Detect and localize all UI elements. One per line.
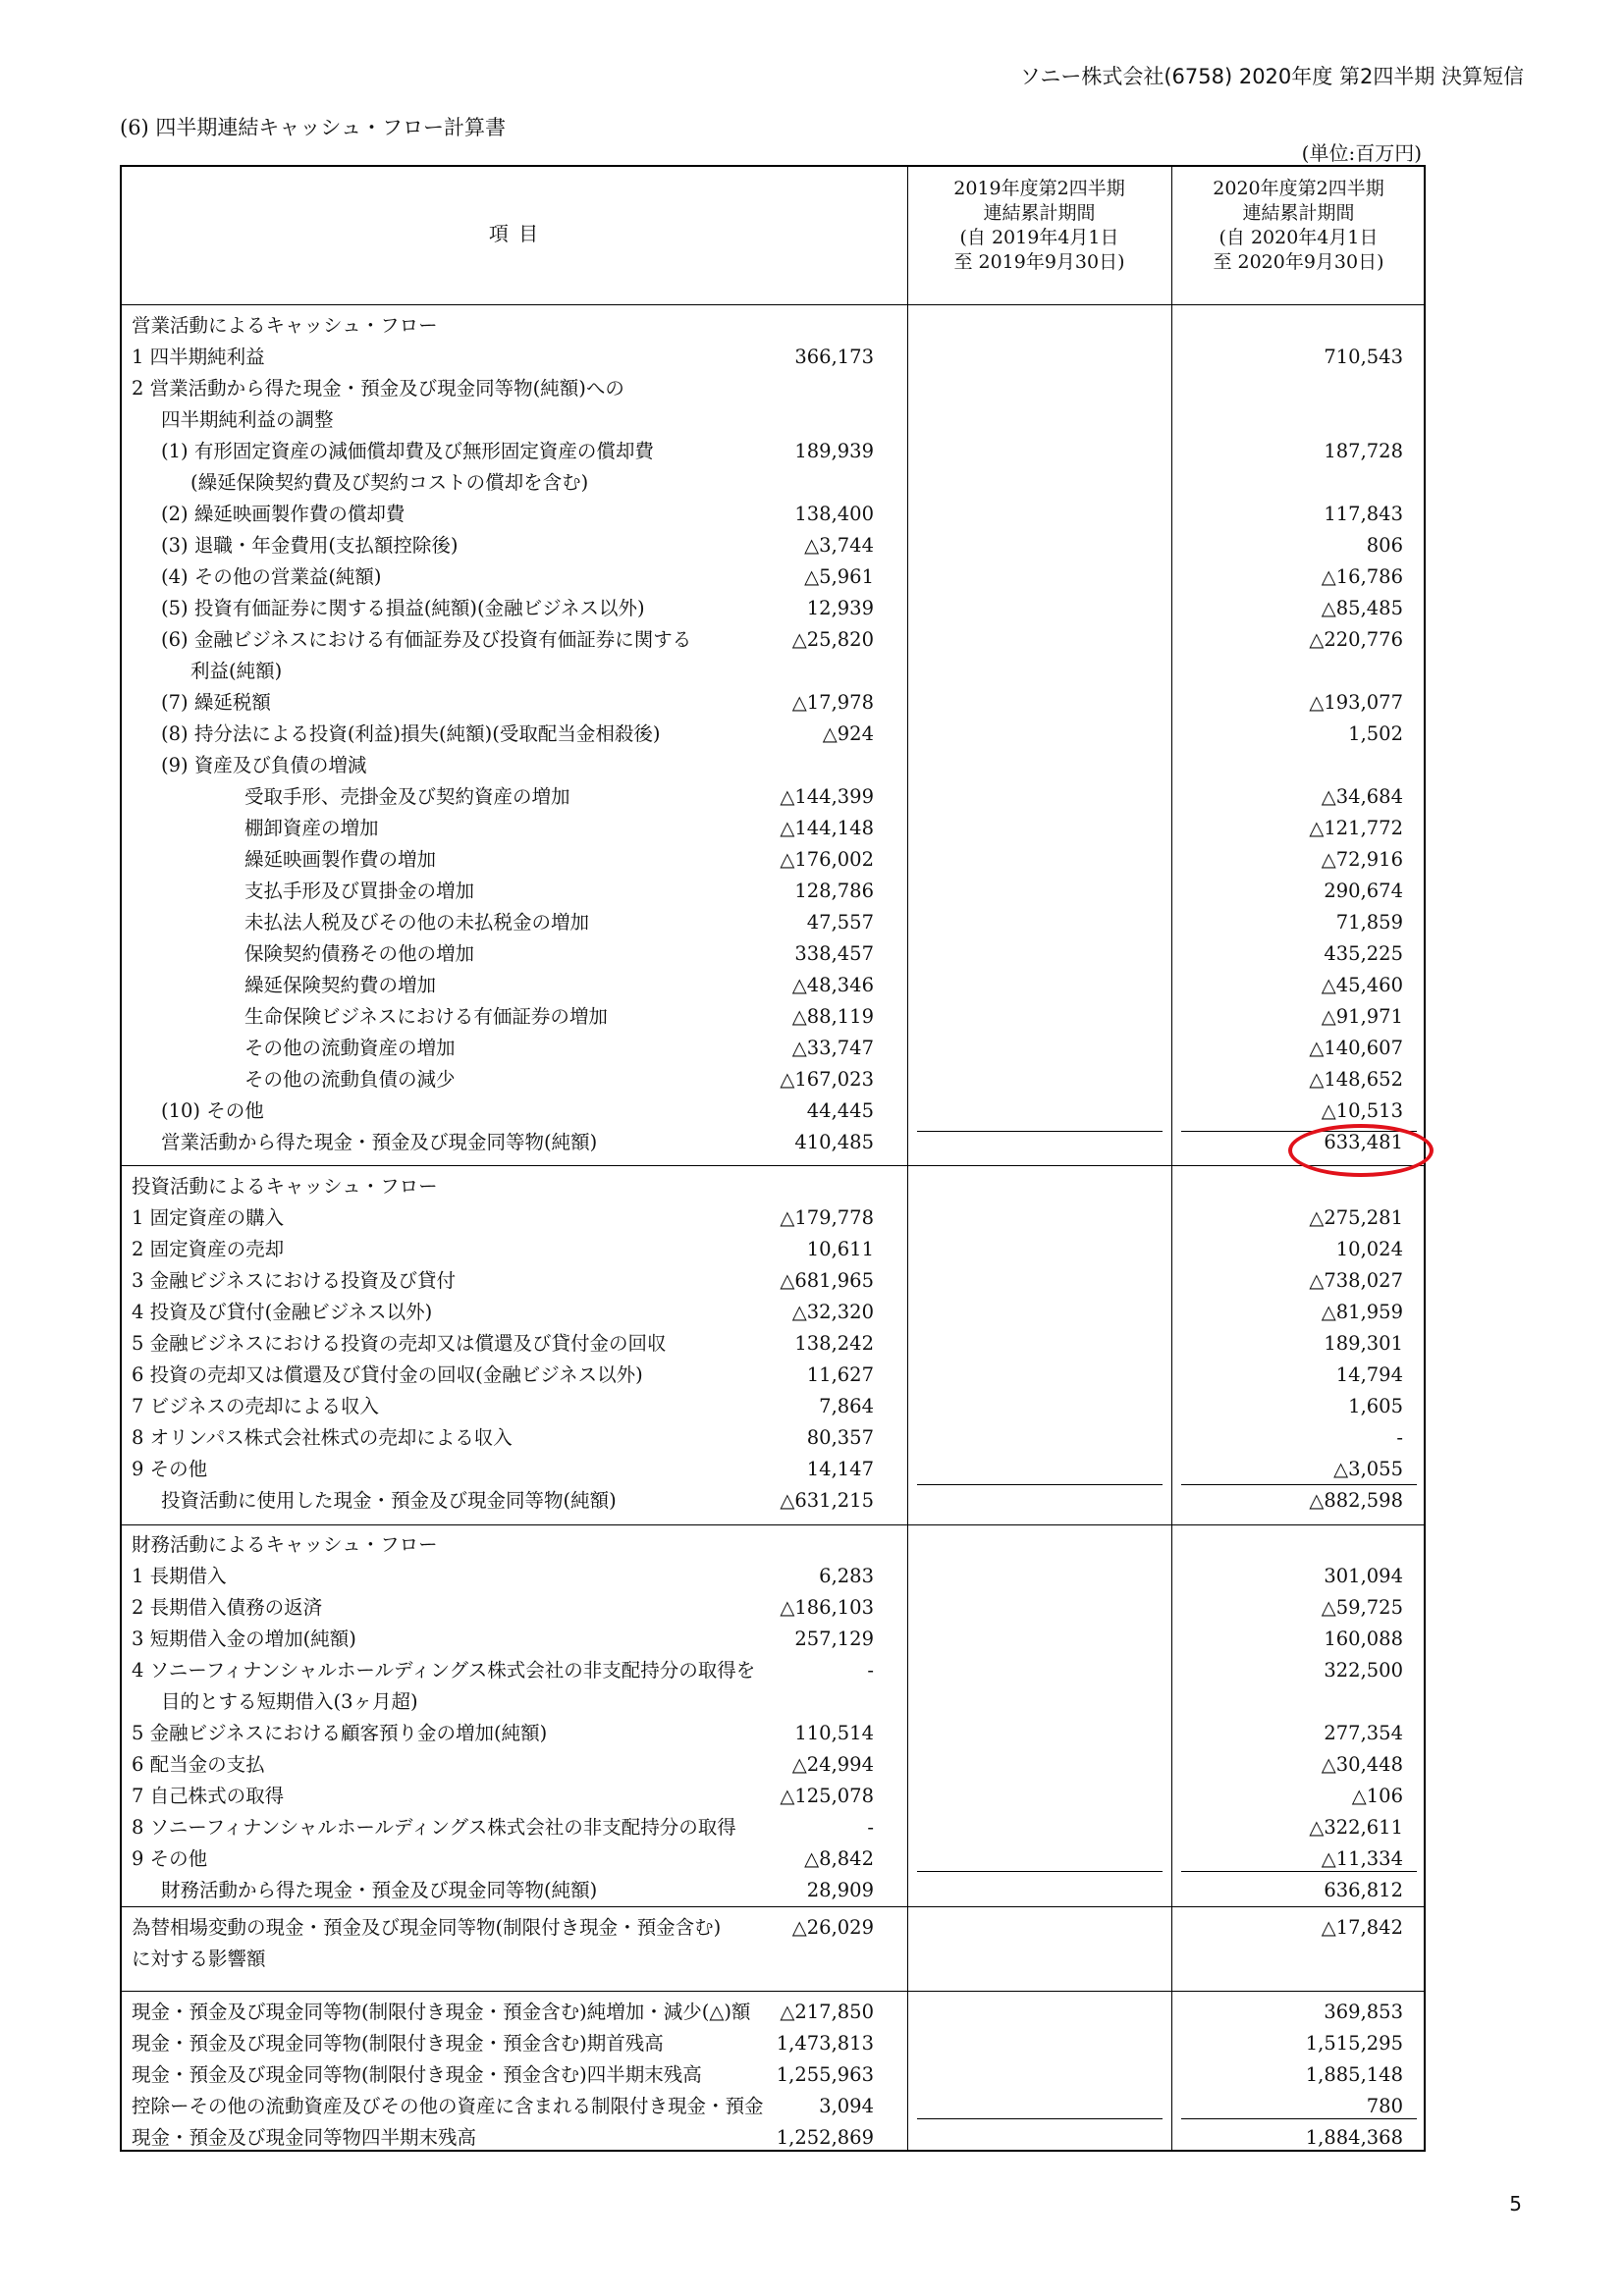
value-2019: 128,786 bbox=[794, 880, 874, 902]
value-2020: 1,515,295 bbox=[1305, 2032, 1403, 2055]
row-label: (7) 繰延税額 bbox=[161, 691, 271, 714]
row-label: 3 金融ビジネスにおける投資及び貸付 bbox=[132, 1269, 457, 1292]
section-divider bbox=[122, 1906, 1424, 1907]
table-row bbox=[122, 1454, 1428, 1485]
table-row bbox=[122, 938, 1428, 970]
value-2020: 1,885,148 bbox=[1305, 2063, 1403, 2086]
value-2019: 1,255,963 bbox=[776, 2063, 874, 2086]
table-row bbox=[122, 656, 1428, 687]
value-2019: 138,400 bbox=[794, 503, 874, 525]
row-label: 受取手形、売掛金及び契約資産の増加 bbox=[244, 785, 570, 808]
value-2020: △17,842 bbox=[1321, 1916, 1403, 1939]
value-2019: △167,023 bbox=[780, 1068, 874, 1091]
table-row bbox=[122, 1391, 1428, 1422]
value-2020: 435,225 bbox=[1324, 942, 1403, 965]
table-row bbox=[122, 687, 1428, 719]
value-2020: △220,776 bbox=[1309, 628, 1403, 651]
value-2019: △186,103 bbox=[780, 1596, 874, 1619]
value-2019: 1,252,869 bbox=[776, 2126, 874, 2149]
value-2019: △48,346 bbox=[791, 974, 874, 996]
value-2019: 189,939 bbox=[794, 440, 874, 462]
value-2020: 369,853 bbox=[1324, 2001, 1403, 2023]
value-2019: △88,119 bbox=[791, 1005, 874, 1028]
value-2019: △5,961 bbox=[804, 565, 874, 588]
value-2019: 11,627 bbox=[806, 1363, 874, 1386]
table-row bbox=[122, 593, 1428, 624]
value-2019: 110,514 bbox=[794, 1722, 874, 1744]
value-2020: △193,077 bbox=[1309, 691, 1403, 714]
value-2019: △631,215 bbox=[780, 1489, 874, 1512]
section-divider bbox=[122, 1165, 1424, 1166]
row-label: 投資活動によるキャッシュ・フロー bbox=[132, 1175, 438, 1198]
table-row bbox=[122, 436, 1428, 467]
table-row bbox=[122, 1529, 1428, 1561]
table-row bbox=[122, 1202, 1428, 1234]
section-divider bbox=[122, 1524, 1424, 1525]
column-header-2019 bbox=[907, 177, 1171, 275]
value-2020: 290,674 bbox=[1324, 880, 1403, 902]
value-2020: 160,088 bbox=[1324, 1628, 1403, 1650]
row-label: 5 金融ビジネスにおける顧客預り金の増加(純額) bbox=[132, 1722, 548, 1744]
value-2019: △25,820 bbox=[791, 628, 874, 651]
row-label: 7 ビジネスの売却による収入 bbox=[132, 1395, 380, 1417]
table-row bbox=[122, 1781, 1428, 1812]
value-2019: 366,173 bbox=[794, 346, 874, 368]
row-label: (10) その他 bbox=[161, 1099, 264, 1122]
table-row bbox=[122, 1812, 1428, 1843]
value-2020: 301,094 bbox=[1324, 1565, 1403, 1587]
row-label: (繰延保険契約費及び契約コストの償却を含む) bbox=[190, 471, 589, 494]
row-label: 9 その他 bbox=[132, 1847, 208, 1870]
value-2019: 10,611 bbox=[806, 1238, 874, 1260]
header-line: (自 2020年4月1日 bbox=[1218, 227, 1379, 248]
value-2019: 7,864 bbox=[819, 1395, 874, 1417]
value-2020: 117,843 bbox=[1324, 503, 1403, 525]
row-label: 営業活動によるキャッシュ・フロー bbox=[132, 314, 438, 337]
header-line: (自 2019年4月1日 bbox=[959, 227, 1119, 248]
table-row bbox=[122, 342, 1428, 373]
row-label: 控除ーその他の流動資産及びその他の資産に含まれる制限付き現金・預金 bbox=[132, 2095, 764, 2117]
table-row bbox=[122, 1234, 1428, 1265]
table-row bbox=[122, 1912, 1428, 1944]
table-row bbox=[122, 1422, 1428, 1454]
value-2019: 410,485 bbox=[794, 1131, 874, 1153]
value-2020: 187,728 bbox=[1324, 440, 1403, 462]
row-label: (9) 資産及び負債の増減 bbox=[161, 754, 367, 776]
value-2019: 44,445 bbox=[806, 1099, 874, 1122]
table-row bbox=[122, 907, 1428, 938]
row-label: (6) 金融ビジネスにおける有価証券及び投資有価証券に関する bbox=[161, 628, 692, 651]
table-row bbox=[122, 1033, 1428, 1064]
value-2019: △17,978 bbox=[791, 691, 874, 714]
table-row bbox=[122, 467, 1428, 499]
cashflow-table bbox=[120, 165, 1426, 2152]
header-line: 連結累計期間 bbox=[983, 202, 1096, 224]
table-row bbox=[122, 781, 1428, 813]
value-2020: 277,354 bbox=[1324, 1722, 1403, 1744]
row-label: 1 長期借入 bbox=[132, 1565, 227, 1587]
table-row bbox=[122, 1592, 1428, 1624]
value-2019: 138,242 bbox=[794, 1332, 874, 1355]
value-2020: △85,485 bbox=[1321, 597, 1403, 619]
value-2020: △738,027 bbox=[1309, 1269, 1403, 1292]
row-label: 未払法人税及びその他の未払税金の増加 bbox=[244, 911, 590, 934]
row-label: (5) 投資有価証券に関する損益(純額)(金融ビジネス以外) bbox=[161, 597, 645, 619]
row-label: 7 自己株式の取得 bbox=[132, 1785, 285, 1807]
document-header: ソニー株式会社(6758) 2020年度 第2四半期 決算短信 bbox=[1019, 65, 1524, 88]
value-2019: 14,147 bbox=[806, 1458, 874, 1480]
row-label: 現金・預金及び現金同等物四半期末残高 bbox=[132, 2126, 477, 2149]
row-label: (8) 持分法による投資(利益)損失(純額)(受取配当金相殺後) bbox=[161, 722, 661, 745]
value-2019: △3,744 bbox=[804, 534, 874, 557]
header-line: 連結累計期間 bbox=[1242, 202, 1355, 224]
value-2020: △3,055 bbox=[1333, 1458, 1403, 1480]
value-2019: △217,850 bbox=[780, 2001, 874, 2023]
table-row bbox=[122, 2028, 1428, 2059]
value-2019: 1,473,813 bbox=[776, 2032, 874, 2055]
table-row bbox=[122, 1360, 1428, 1391]
value-2020: △59,725 bbox=[1321, 1596, 1403, 1619]
table-row bbox=[122, 1127, 1428, 1158]
value-2020: △34,684 bbox=[1321, 785, 1403, 808]
row-label: 4 ソニーフィナンシャルホールディングス株式会社の非支配持分の取得を bbox=[132, 1659, 756, 1682]
row-label: 目的とする短期借入(3ヶ月超) bbox=[161, 1690, 418, 1713]
table-row bbox=[122, 719, 1428, 750]
header-line: 至 2020年9月30日) bbox=[1213, 251, 1384, 273]
table-row bbox=[122, 1624, 1428, 1655]
value-2020: △322,611 bbox=[1309, 1816, 1403, 1839]
table-row bbox=[122, 1944, 1428, 1975]
row-label: その他の流動資産の増加 bbox=[244, 1037, 456, 1059]
value-2020: △91,971 bbox=[1321, 1005, 1403, 1028]
value-2020: - bbox=[1396, 1426, 1403, 1449]
row-label: 四半期純利益の調整 bbox=[161, 408, 334, 431]
value-2020: 633,481 bbox=[1324, 1131, 1403, 1153]
header-line: 至 2019年9月30日) bbox=[953, 251, 1125, 273]
row-label: (3) 退職・年金費用(支払額控除後) bbox=[161, 534, 459, 557]
table-row bbox=[122, 624, 1428, 656]
value-2019: 3,094 bbox=[819, 2095, 874, 2117]
value-2020: △72,916 bbox=[1321, 848, 1403, 871]
row-label: 財務活動によるキャッシュ・フロー bbox=[132, 1533, 438, 1556]
value-2020: △140,607 bbox=[1309, 1037, 1403, 1059]
table-row bbox=[122, 750, 1428, 781]
table-row bbox=[122, 1749, 1428, 1781]
value-2020: △30,448 bbox=[1321, 1753, 1403, 1776]
table-row bbox=[122, 1064, 1428, 1095]
value-2019: 6,283 bbox=[819, 1565, 874, 1587]
value-2019: △26,029 bbox=[791, 1916, 874, 1939]
row-label: 現金・預金及び現金同等物(制限付き現金・預金含む)期首残高 bbox=[132, 2032, 664, 2055]
value-2020: 710,543 bbox=[1324, 346, 1403, 368]
value-2019: △144,148 bbox=[780, 817, 874, 839]
value-2020: △121,772 bbox=[1309, 817, 1403, 839]
table-row bbox=[122, 1655, 1428, 1686]
row-label: 2 長期借入債務の返済 bbox=[132, 1596, 323, 1619]
value-2020: 806 bbox=[1366, 534, 1403, 557]
page-number: 5 bbox=[1509, 2192, 1522, 2216]
value-2019: △24,994 bbox=[791, 1753, 874, 1776]
row-label: 1 固定資産の購入 bbox=[132, 1206, 285, 1229]
value-2019: 12,939 bbox=[806, 597, 874, 619]
value-2019: 338,457 bbox=[794, 942, 874, 965]
row-label: 財務活動から得た現金・預金及び現金同等物(純額) bbox=[161, 1879, 598, 1901]
value-2020: 71,859 bbox=[1335, 911, 1403, 934]
table-row bbox=[122, 1997, 1428, 2028]
value-2019: 28,909 bbox=[806, 1879, 874, 1901]
value-2020: △275,281 bbox=[1309, 1206, 1403, 1229]
value-2019: △33,747 bbox=[791, 1037, 874, 1059]
row-label: (4) その他の営業益(純額) bbox=[161, 565, 382, 588]
value-2020: △882,598 bbox=[1309, 1489, 1403, 1512]
table-row bbox=[122, 561, 1428, 593]
value-2020: 1,502 bbox=[1348, 722, 1403, 745]
value-2020: 1,605 bbox=[1348, 1395, 1403, 1417]
value-2019: △144,399 bbox=[780, 785, 874, 808]
value-2019: △32,320 bbox=[791, 1301, 874, 1323]
row-label: に対する影響額 bbox=[132, 1948, 266, 1970]
row-label: 2 営業活動から得た現金・預金及び現金同等物(純額)への bbox=[132, 377, 624, 400]
value-2019: △924 bbox=[822, 722, 874, 745]
row-label: 繰延保険契約費の増加 bbox=[244, 974, 437, 996]
row-label: 営業活動から得た現金・預金及び現金同等物(純額) bbox=[161, 1131, 598, 1153]
value-2019: 257,129 bbox=[794, 1628, 874, 1650]
value-2020: △45,460 bbox=[1321, 974, 1403, 996]
table-row bbox=[122, 1875, 1428, 1906]
table-row bbox=[122, 844, 1428, 876]
value-2020: 10,024 bbox=[1335, 1238, 1403, 1260]
row-label: 支払手形及び買掛金の増加 bbox=[244, 880, 475, 902]
row-label: 利益(純額) bbox=[190, 660, 283, 682]
value-2020: △16,786 bbox=[1321, 565, 1403, 588]
table-row bbox=[122, 2059, 1428, 2091]
row-label: 6 投資の売却又は償還及び貸付金の回収(金融ビジネス以外) bbox=[132, 1363, 643, 1386]
table-row bbox=[122, 813, 1428, 844]
table-row bbox=[122, 1686, 1428, 1718]
row-label: 1 四半期純利益 bbox=[132, 346, 265, 368]
value-2020: △81,959 bbox=[1321, 1301, 1403, 1323]
value-2019: △681,965 bbox=[780, 1269, 874, 1292]
table-row bbox=[122, 1095, 1428, 1127]
table-row bbox=[122, 1265, 1428, 1297]
value-2020: △10,513 bbox=[1321, 1099, 1403, 1122]
row-label: (2) 繰延映画製作費の償却費 bbox=[161, 503, 406, 525]
value-2019: △176,002 bbox=[780, 848, 874, 871]
section-divider bbox=[122, 1991, 1424, 1992]
table-row bbox=[122, 2122, 1428, 2154]
value-2019: 47,557 bbox=[806, 911, 874, 934]
value-2019: - bbox=[867, 1659, 874, 1682]
header-line: 2020年度第2四半期 bbox=[1213, 178, 1384, 199]
value-2019: △179,778 bbox=[780, 1206, 874, 1229]
table-row bbox=[122, 1297, 1428, 1328]
value-2019: △125,078 bbox=[780, 1785, 874, 1807]
value-2020: 780 bbox=[1366, 2095, 1403, 2117]
row-label: (1) 有形固定資産の減価償却費及び無形固定資産の償却費 bbox=[161, 440, 654, 462]
table-row bbox=[122, 1328, 1428, 1360]
value-2020: 1,884,368 bbox=[1305, 2126, 1403, 2149]
section-title: (6) 四半期連結キャッシュ・フロー計算書 bbox=[120, 116, 507, 139]
row-label: 4 投資及び貸付(金融ビジネス以外) bbox=[132, 1301, 433, 1323]
table-row bbox=[122, 1001, 1428, 1033]
value-2020: 189,301 bbox=[1324, 1332, 1403, 1355]
table-row bbox=[122, 373, 1428, 404]
row-label: 現金・預金及び現金同等物(制限付き現金・預金含む)純増加・減少(△)額 bbox=[132, 2001, 751, 2023]
row-label: 棚卸資産の増加 bbox=[244, 817, 379, 839]
value-2020: △148,652 bbox=[1309, 1068, 1403, 1091]
value-2019: - bbox=[867, 1816, 874, 1839]
row-label: 保険契約債務その他の増加 bbox=[244, 942, 475, 965]
row-label: 8 ソニーフィナンシャルホールディングス株式会社の非支配持分の取得 bbox=[132, 1816, 736, 1839]
value-2020: △11,334 bbox=[1321, 1847, 1403, 1870]
row-label: 現金・預金及び現金同等物(制限付き現金・預金含む)四半期末残高 bbox=[132, 2063, 702, 2086]
row-label: 6 配当金の支払 bbox=[132, 1753, 265, 1776]
value-2019: 80,357 bbox=[806, 1426, 874, 1449]
unit-label: (単位:百万円) bbox=[1301, 141, 1422, 165]
row-label: 生命保険ビジネスにおける有価証券の増加 bbox=[244, 1005, 608, 1028]
table-row bbox=[122, 2091, 1428, 2122]
header-divider bbox=[122, 304, 1424, 305]
row-label: 5 金融ビジネスにおける投資の売却又は償還及び貸付金の回収 bbox=[132, 1332, 667, 1355]
table-row bbox=[122, 1561, 1428, 1592]
value-2019: △8,842 bbox=[804, 1847, 874, 1870]
table-row bbox=[122, 404, 1428, 436]
row-label: 繰延映画製作費の増加 bbox=[244, 848, 437, 871]
row-label: その他の流動負債の減少 bbox=[244, 1068, 456, 1091]
table-row bbox=[122, 1485, 1428, 1517]
value-2020: △106 bbox=[1351, 1785, 1403, 1807]
column-header-2020 bbox=[1171, 177, 1426, 275]
table-row bbox=[122, 1843, 1428, 1875]
value-2020: 636,812 bbox=[1324, 1879, 1403, 1901]
table-row bbox=[122, 1171, 1428, 1202]
value-2020: 14,794 bbox=[1335, 1363, 1403, 1386]
table-row bbox=[122, 970, 1428, 1001]
table-row bbox=[122, 1718, 1428, 1749]
header-line: 2019年度第2四半期 bbox=[953, 178, 1125, 199]
table-row bbox=[122, 310, 1428, 342]
item-column-header: 項 目 bbox=[488, 222, 541, 245]
value-2020: 322,500 bbox=[1324, 1659, 1403, 1682]
row-label: 2 固定資産の売却 bbox=[132, 1238, 285, 1260]
row-label: 9 その他 bbox=[132, 1458, 208, 1480]
row-label: 8 オリンパス株式会社株式の売却による収入 bbox=[132, 1426, 513, 1449]
row-label: 為替相場変動の現金・預金及び現金同等物(制限付き現金・預金含む) bbox=[132, 1916, 722, 1939]
row-label: 投資活動に使用した現金・預金及び現金同等物(純額) bbox=[161, 1489, 617, 1512]
table-row bbox=[122, 499, 1428, 530]
table-row bbox=[122, 876, 1428, 907]
row-label: 3 短期借入金の増加(純額) bbox=[132, 1628, 356, 1650]
table-row bbox=[122, 530, 1428, 561]
